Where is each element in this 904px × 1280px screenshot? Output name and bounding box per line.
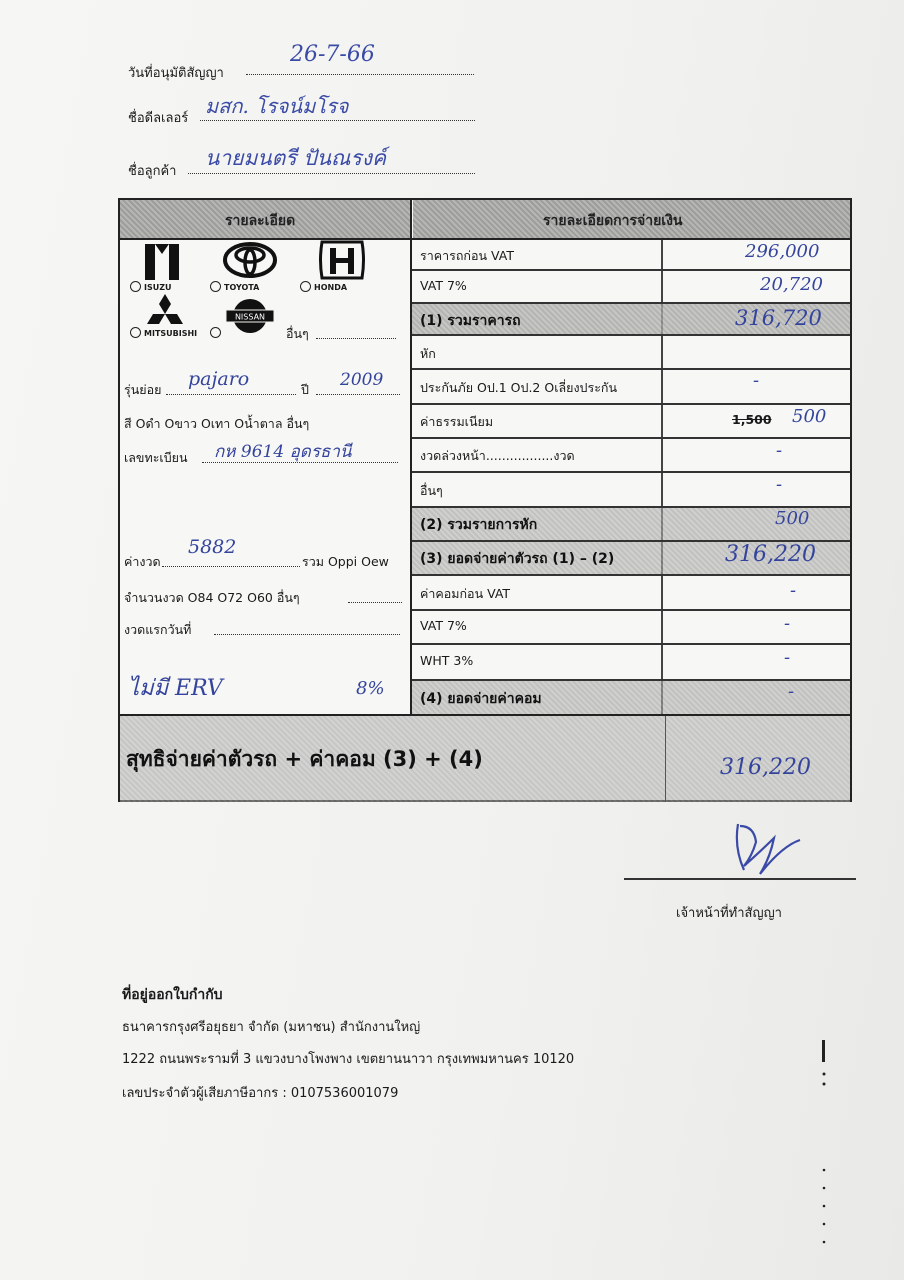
signature-scribble <box>730 818 810 880</box>
row-label: อื่นๆ <box>420 483 443 498</box>
model-value: pajaro <box>188 368 250 390</box>
brand-name: MITSUBISHI <box>144 329 198 338</box>
row-value: - <box>790 580 797 601</box>
nissan-logo-text: NISSAN <box>234 312 266 322</box>
plate-label: เลขทะเบียน <box>124 450 188 465</box>
brand-name: HONDA <box>314 283 348 292</box>
others-brand-label: อื่นๆ <box>286 326 309 341</box>
signature-label: เจ้าหน้าที่ทำสัญญา <box>676 906 782 921</box>
first-date-label: งวดแรกวันที่ <box>124 622 192 637</box>
brand-name: ISUZU <box>144 283 172 292</box>
row-value: 20,720 <box>760 274 823 295</box>
toyota-option <box>210 278 259 293</box>
row-line <box>412 368 850 370</box>
toyota-logo-icon <box>222 242 278 278</box>
row-value: 316,220 <box>725 542 816 567</box>
row-label: ประกันภัย Oป.1 Oป.2 Oเลี่ยงประกัน <box>420 380 618 395</box>
terms-label: จำนวนงวด O84 O72 O60 อื่นๆ <box>124 590 300 605</box>
row-label: VAT 7% <box>420 278 467 293</box>
nissan-logo-icon <box>224 296 276 336</box>
radio-icon <box>130 281 141 292</box>
terms-line <box>348 602 402 603</box>
isuzu-option <box>130 278 172 293</box>
row-value: 296,000 <box>745 241 820 262</box>
row-label: (3) ยอดจ่ายค่าตัวรถ (1) – (2) <box>420 551 615 567</box>
row-line <box>412 403 850 405</box>
dealer-label: ชื่อดีลเลอร์ <box>128 111 189 126</box>
radio-icon <box>210 327 221 338</box>
row-value: - <box>784 613 791 634</box>
nissan-option <box>210 324 224 339</box>
approval-date-value: 26-7-66 <box>290 42 375 67</box>
row-line <box>412 437 850 439</box>
row-value: - <box>776 440 783 461</box>
fee-struck-value: 1,500 <box>732 412 772 427</box>
installment-suffix: รวม Oppi Oew <box>302 554 389 569</box>
installment-line <box>162 566 300 567</box>
approval-date-label: วันที่อนุมัติสัญญา <box>128 66 224 81</box>
row-label: WHT 3% <box>420 653 474 668</box>
note-rate: 8% <box>356 678 385 699</box>
binding-marks <box>818 1040 830 1250</box>
row-line <box>412 609 850 611</box>
row-value: - <box>753 370 760 391</box>
radio-icon <box>300 281 311 292</box>
net-divider-v <box>665 716 666 802</box>
row-line <box>412 643 850 645</box>
right-title: รายละเอียดการจ่ายเงิน <box>543 213 683 229</box>
note-value: ไม่มี ERV <box>128 676 223 701</box>
color-label: สี Oดำ Oขาว Oเทา Oน้ำตาล อื่นๆ <box>124 416 310 431</box>
brand-name: TOYOTA <box>224 283 260 292</box>
row-line <box>412 679 850 681</box>
row-label: (1) รวมราคารถ <box>420 313 521 329</box>
honda-option <box>300 278 347 293</box>
right-title-bar <box>413 200 850 238</box>
model-line <box>166 394 296 395</box>
customer-value: นายมนตรี ปันณรงค์ <box>205 146 386 170</box>
customer-label: ชื่อลูกค้า <box>128 164 177 179</box>
year-label: ปี <box>301 382 309 397</box>
footer-line3: เลขประจำตัวผู้เสียภาษีอากร : 0107536001079 <box>122 1086 399 1101</box>
net-value: 316,220 <box>720 755 811 780</box>
honda-logo-icon <box>318 240 366 280</box>
title-divider <box>120 238 850 240</box>
plate-value: กห 9614 อุดรธานี <box>214 442 352 462</box>
net-label: สุทธิจ่ายค่าตัวรถ + ค่าคอม (3) + (4) <box>126 747 483 771</box>
left-title: รายละเอียด <box>225 213 296 229</box>
row-label: ราคารถก่อน VAT <box>420 248 514 263</box>
row-value: - <box>788 681 795 702</box>
installment-label: ค่างวด <box>124 554 161 569</box>
dealer-value: มสก. โรจน์มโรจ <box>205 94 349 118</box>
first-date-line <box>214 634 400 635</box>
footer-line1: ธนาคารกรุงศรีอยุธยา จำกัด (มหาชน) สำนักงานใหญ่ <box>122 1020 421 1035</box>
row-line <box>412 302 850 304</box>
row-line <box>412 334 850 336</box>
year-line <box>316 394 400 395</box>
row-label: ค่าคอมก่อน VAT <box>420 586 511 601</box>
row-value: - <box>776 474 783 495</box>
radio-icon <box>210 281 221 292</box>
row-value: 500 <box>775 508 810 529</box>
row-value: 500 <box>792 406 827 427</box>
left-title-bar <box>120 200 411 238</box>
row-label: (4) ยอดจ่ายค่าคอม <box>420 691 542 707</box>
radio-icon <box>130 327 141 338</box>
installment-value: 5882 <box>188 536 237 558</box>
row-line <box>412 574 850 576</box>
row-label: หัก <box>420 346 436 361</box>
row-label: ค่าธรรมเนียม <box>420 414 494 429</box>
model-label: รุ่นย่อย <box>124 382 162 397</box>
mitsubishi-option <box>130 324 197 339</box>
payment-form <box>118 198 852 802</box>
others-brand-line <box>316 338 396 339</box>
row-label: (2) รวมรายการหัก <box>420 517 538 533</box>
row-line <box>412 471 850 473</box>
row-line <box>412 269 850 271</box>
row-value: - <box>784 647 791 668</box>
footer-line2: 1222 ถนนพระรามที่ 3 แขวงบางโพงพาง เขตยานนาวา กรุงเทพมหานคร 10120 <box>122 1052 575 1067</box>
row-label: VAT 7% <box>420 618 467 633</box>
row-label: งวดล่วงหน้า.................งวด <box>420 448 575 463</box>
column-divider <box>410 200 412 714</box>
signature-line <box>624 878 856 880</box>
row-value: 316,720 <box>735 306 822 330</box>
approval-date-line <box>246 74 474 75</box>
year-value: 2009 <box>340 370 384 390</box>
footer-title: ที่อยู่ออกใบกำกับ <box>122 987 223 1003</box>
